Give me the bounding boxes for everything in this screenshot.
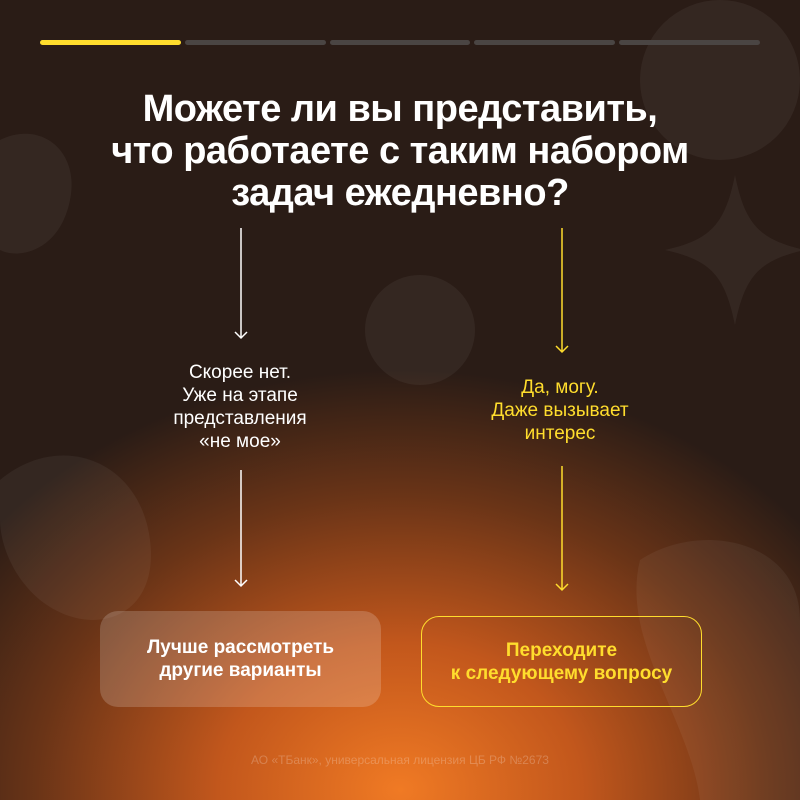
answer-line: «не мое» <box>199 431 281 452</box>
arrow-down-icon <box>555 466 569 592</box>
left-answer-text <box>140 361 340 453</box>
answer-line: Скорее нет. <box>188 362 292 383</box>
arrow-down-icon <box>234 470 248 588</box>
progress-bar <box>40 40 760 45</box>
result-line: Лучше рассмотреть <box>146 637 335 658</box>
title-line: что работаете с таким набором <box>111 130 689 172</box>
answer-line: Даже вызывает <box>491 400 629 421</box>
progress-segment <box>619 40 760 45</box>
progress-segment <box>185 40 326 45</box>
progress-segment-active <box>40 40 181 45</box>
title-line: задач ежедневно? <box>231 172 569 214</box>
right-result-box <box>421 616 702 707</box>
answer-line: Да, могу. <box>521 377 599 398</box>
answer-line: Уже на этапе <box>182 385 298 406</box>
right-answer-text <box>460 376 660 445</box>
answer-line: представления <box>173 408 307 429</box>
legal-footer: АО «ТБанк», универсальная лицензия ЦБ РФ №2673 <box>251 753 549 767</box>
result-line: к следующему вопросу <box>450 662 673 684</box>
result-line: другие варианты <box>159 660 322 681</box>
arrow-down-icon <box>234 228 248 340</box>
progress-segment <box>330 40 471 45</box>
result-line: Переходите <box>505 639 618 661</box>
answer-line: интерес <box>524 423 596 444</box>
question-title <box>60 88 740 214</box>
progress-segment <box>474 40 615 45</box>
arrow-down-icon <box>555 228 569 354</box>
left-result-box <box>100 611 381 707</box>
title-line: Можете ли вы представить, <box>142 88 658 130</box>
